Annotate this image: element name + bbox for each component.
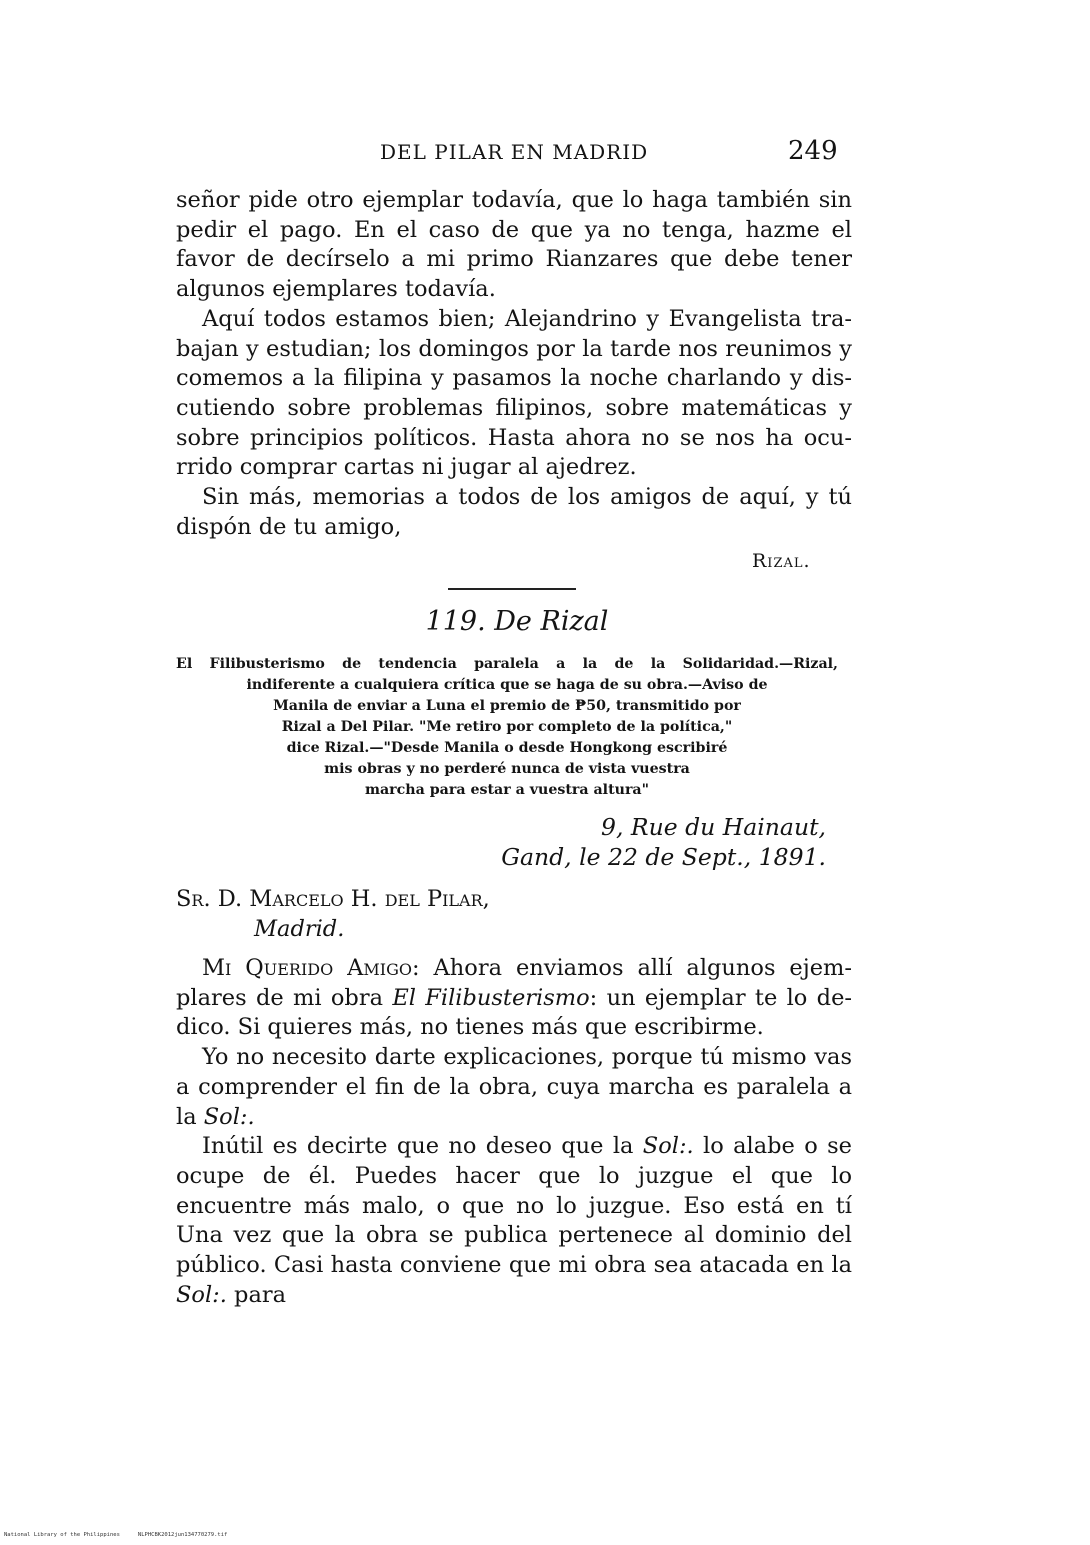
recipient-block xyxy=(176,884,490,944)
recipient-city: Madrid. xyxy=(254,916,345,942)
letter-paragraph-3-text-b: lo alabe o se ocupe de él. Puedes hacer que lo juzgue el que lo encuentre más malo, o que no lo juzgue. Eso está en tí Una vez que la obra se publica pertenece al dominio del público. Casi hasta conviene que mi obra sea atacada en la xyxy=(176,1133,852,1279)
footer-file-id: NLPHCBK2012jun134770279.tif xyxy=(137,1532,228,1538)
letter-summary xyxy=(176,654,838,801)
scan-footer xyxy=(4,1532,227,1538)
continuation-text xyxy=(176,186,852,542)
page-number: 249 xyxy=(788,136,838,166)
footer-library: National Library of the Philippines xyxy=(4,1532,120,1538)
letter-paragraph-1 xyxy=(176,954,852,1043)
running-header: DEL PILAR EN MADRID xyxy=(380,140,649,164)
book-title: El Filibusterismo xyxy=(392,984,590,1011)
letter-paragraph-1-text-a: Ahora enviamos allí algunos ejemplares de mi obra xyxy=(176,955,852,1011)
section-divider xyxy=(448,588,576,590)
letter-paragraph-3-text-c: para xyxy=(226,1281,287,1308)
summary-line: dice Rizal.—"Desde Manila o desde Hongkong escribiré xyxy=(286,740,728,756)
letter-paragraph-1-text-b: : un ejemplar te lo dedico. Si quieres más, no tienes más que escribirme. xyxy=(176,984,853,1041)
letter-paragraph-2 xyxy=(176,1043,852,1132)
letter-paragraph-3-text-a: Inútil es decirte que no deseo que la xyxy=(202,1133,643,1160)
recipient-name: Sr. D. Marcelo H. del Pilar, xyxy=(176,886,490,912)
signature: Rizal. xyxy=(752,550,811,572)
sol-abbrev: Sol:. xyxy=(176,1281,227,1308)
letter-body xyxy=(176,954,852,1310)
summary-line: indiferente a cualquiera crítica que se haga de su obra.—Aviso de xyxy=(246,677,768,693)
summary-line: Manila de enviar a Luna el premio de ₱50, transmitido por xyxy=(273,698,741,714)
salutation: Mi Querido Amigo: xyxy=(202,955,420,981)
letter-title: 119. De Rizal xyxy=(425,606,609,637)
address-line-1: 9, Rue du Hainaut, xyxy=(601,813,826,841)
summary-line: El Filibusterismo de tendencia paralela a la de la Solidaridad.—Rizal, xyxy=(176,656,838,672)
sender-address xyxy=(500,812,826,872)
continuation-paragraph-3: Sin más, memorias a todos de los amigos de aquí, y tú dispón de tu amigo, xyxy=(176,484,852,540)
summary-line: marcha para estar a vuestra altura" xyxy=(364,782,650,798)
letter-paragraph-3 xyxy=(176,1132,852,1310)
continuation-paragraph-1: señor pide otro ejemplar todavía, que lo haga también sin pedir el pago. En el caso de que ya no tenga, hazme el favor de decírselo a mi primo Rianzares que debe tener algunos ejemplares todavía. xyxy=(176,187,852,303)
sol-abbrev: Sol:. xyxy=(203,1103,255,1130)
address-line-2: Gand, le 22 de Sept., 1891. xyxy=(501,843,826,871)
summary-line: Rizal a Del Pilar. "Me retiro por completo de la política," xyxy=(281,719,733,735)
sol-abbrev: Sol:. xyxy=(642,1133,694,1160)
summary-line: mis obras y no perderé nunca de vista vuestra xyxy=(324,761,690,777)
continuation-paragraph-2: Aquí todos estamos bien; Alejandrino y Evangelista trabajan y estudian; los domingos por la tarde nos reunimos y comemos a la filipina y pasamos la noche charlando y discutiendo sobre problemas filipinos, sobre matemáticas y sobre principios políticos. Hasta ahora no se nos ha ocurrido comprar cartas ni jugar al ajedrez. xyxy=(176,305,852,481)
letter-paragraph-2-text: Yo no necesito darte explicaciones, porque tú mismo vas a comprender el fin de la obra, cuya marcha es paralela a la xyxy=(176,1044,852,1130)
